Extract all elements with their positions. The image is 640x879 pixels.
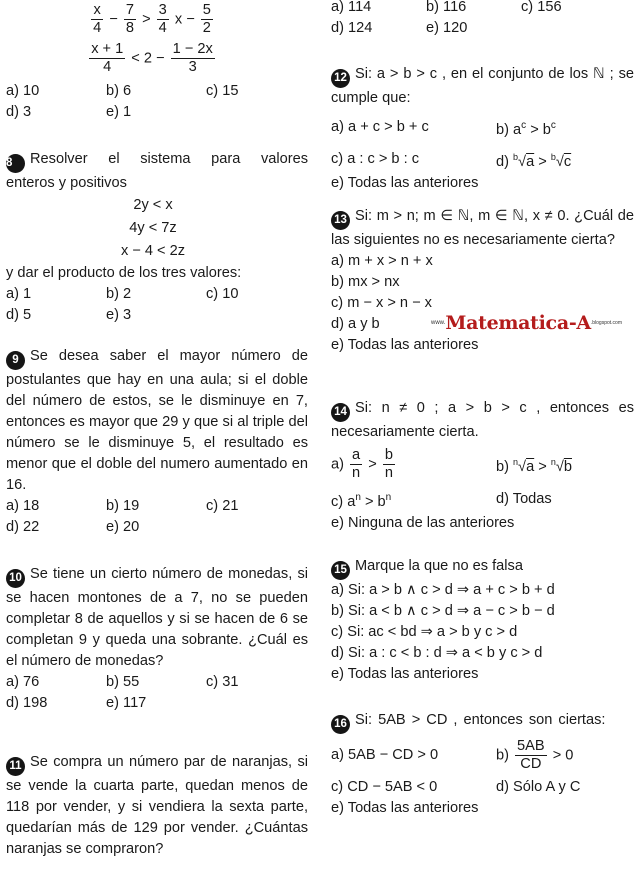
option: e) 120 [426, 20, 468, 36]
q7-options [6, 81, 308, 123]
option: c) 10 [206, 286, 239, 302]
fraction: $\frac{1 - 2x}{3}$ [172, 41, 213, 75]
option: a) a + c > b + c [331, 119, 429, 136]
option: e) 117 [106, 695, 147, 711]
option: a) 5AB − CD > 0 [331, 747, 439, 763]
q8-system: 2y < x 4y < 7z x − 4 < 2z [120, 197, 186, 259]
option: d) Todas [496, 491, 552, 508]
option: d) a y b www.Matematica-A.blogspot.com [331, 312, 623, 334]
option: c) 21 [206, 498, 239, 514]
question-number-badge: 8 [6, 154, 25, 173]
option: e) Todas las anteriores [331, 800, 479, 816]
option: c) $a^n > b^n$ [331, 492, 392, 510]
question-12 [331, 64, 634, 194]
option: a) 10 [6, 83, 40, 99]
option: d) Sólo A y C [496, 779, 581, 795]
option: d) 3 [6, 104, 32, 120]
q14-options-2 [331, 487, 634, 513]
question-16 [331, 710, 634, 819]
option: b) 55 [106, 674, 140, 690]
option: d) Si: a : c < b : d ⇒ a < b y c > d [331, 645, 543, 661]
option: d) 198 [6, 695, 48, 711]
question-13 [331, 206, 634, 356]
option: e) Ninguna de las anteriores [331, 514, 515, 531]
question-number-badge: 9 [6, 351, 25, 370]
question-number-badge: 10 [6, 569, 25, 588]
option: c) m − x > n − x [331, 295, 432, 311]
q8-options [6, 284, 308, 326]
option: b) $a^c > b^c$ [496, 120, 556, 138]
option: a) m + x > n + x [331, 253, 433, 269]
option: d) 22 [6, 519, 40, 535]
option: b) $^n$√a > $^n$√b [496, 456, 572, 475]
fraction: $\frac{5}{2}$ [202, 2, 211, 36]
q11-statement: 11 Se compra un número par de naranjas, si se vende la cuarta parte, quedan menos de 118 por vender, y si vendiera la sexta parte, quedarían más de 129 por vender. ¿Cuántas naranjas se compraron? [6, 754, 308, 857]
q12-options [331, 115, 634, 141]
option: d) $^b$√a > $^b$√c [496, 151, 572, 170]
question-9 [6, 346, 308, 538]
question-7 [6, 2, 308, 123]
option: b) mx > nx [331, 274, 400, 290]
watermark-logo: www.Matematica-A.blogspot.com [431, 312, 623, 334]
question-8: 8 Resolver el sistema para valores enteros y positivos 2y < x 4y < 7z x − 4 < 2z y dar el producto de los tres valores: a) 1 b) 2 c) 10 d) 5 e) 3 [6, 149, 308, 326]
q10-options [6, 672, 308, 714]
q13-statement: 13 Si: m > n; m ∈ ℕ, m ∈ ℕ, x ≠ 0. ¿Cuál de las siguientes no es necesariamente cierta? [331, 208, 634, 248]
question-number-badge: 15 [331, 561, 350, 580]
question-11 [6, 752, 308, 860]
option: a) 76 [6, 674, 40, 690]
option: c) CD − 5AB < 0 [331, 779, 438, 795]
option: e) Todas las anteriores [331, 337, 479, 353]
fraction: $\frac{x + 1}{4}$ [91, 41, 124, 75]
q12-statement: 12 Si: a > b > c , en el conjunto de los ℕ ; se cumple que: [331, 66, 634, 106]
question-number-badge: 13 [331, 211, 350, 230]
q14-options [331, 447, 634, 482]
option: b) 6 [106, 83, 132, 99]
q7-inequality-1: $\frac{x}{4}$ − $\frac{7}{8}$ > $\frac{3}{4}$ x − $\frac{5}{2}$ [93, 2, 211, 36]
q10-statement: 10 Se tiene un cierto número de monedas, si se hacen montones de a 7, no se pueden completar 8 de aquellos y si se hacen de 6 se completan 9 y queda una sobrante. ¿Cuál es el número de monedas? [6, 566, 308, 669]
option: c) Si: ac < bd ⇒ a > b y c > d [331, 624, 518, 640]
question-15 [331, 556, 634, 685]
question-number-badge: 11 [6, 757, 25, 776]
q14-statement: 14 Si: n ≠ 0 ; a > b > c , entonces es necesariamente cierta. [331, 400, 634, 440]
option: a) 18 [6, 498, 40, 514]
option: c) a : c > b : c [331, 151, 419, 168]
option: b) Si: a < b ∧ c > d ⇒ a − c > b − d [331, 603, 555, 619]
fraction: $\frac{7}{8}$ [125, 2, 134, 36]
q8-statement: 8 Resolver el sistema para valores [6, 149, 308, 173]
option: e) 1 [106, 104, 132, 120]
question-number-badge: 14 [331, 403, 350, 422]
option: b) 116 [426, 0, 467, 15]
option: b) 2 [106, 286, 132, 302]
option: a) $\frac{a}{n}$ > $\frac{b}{n}$ [331, 447, 393, 481]
q11-options [331, 0, 634, 39]
question-number-badge: 12 [331, 69, 350, 88]
question-number-badge: 16 [331, 715, 350, 734]
q9-statement: 9 Se desea saber el mayor número de postulantes que hay en una aula; si el doble del número de estos, se le disminuye en 7, entonces es mayor que 29 y que si al triple del número se le disminuye 5, el resultado es menor que el doble del numero aumentado en 16. [6, 348, 308, 493]
q16-options-2 [331, 777, 634, 798]
option: a) Si: a > b ∧ c > d ⇒ a + c > b + d [331, 582, 555, 598]
option: a) 114 [331, 0, 372, 15]
option: e) Todas las anteriores [331, 666, 479, 682]
q15-statement: 15 Marque la que no es falsa [331, 556, 634, 580]
question-10 [6, 564, 308, 714]
option: c) 15 [206, 83, 239, 99]
q16-statement: 16 Si: 5AB > CD , entonces son ciertas: [331, 710, 634, 734]
option: d) 5 [6, 307, 32, 323]
option: d) 124 [331, 20, 373, 36]
option: e) 3 [106, 307, 132, 323]
option: e) Todas las anteriores [331, 174, 479, 191]
fraction: $\frac{3}{4}$ [158, 2, 167, 36]
option: c) 156 [521, 0, 562, 15]
q12-options-2 [331, 147, 634, 173]
option: b) 19 [106, 498, 140, 514]
option: a) 1 [6, 286, 32, 302]
option: e) 20 [106, 519, 140, 535]
q9-options [6, 496, 308, 538]
option: b) $\frac{5AB}{CD}$ > 0 [496, 738, 574, 772]
q7-inequality-2: $\frac{x + 1}{4}$ < 2 − $\frac{1 - 2x}{3}$ [91, 41, 213, 75]
fraction: $\frac{x}{4}$ [93, 2, 102, 36]
option: c) 31 [206, 674, 239, 690]
question-14 [331, 398, 634, 534]
q16-options [331, 738, 634, 773]
